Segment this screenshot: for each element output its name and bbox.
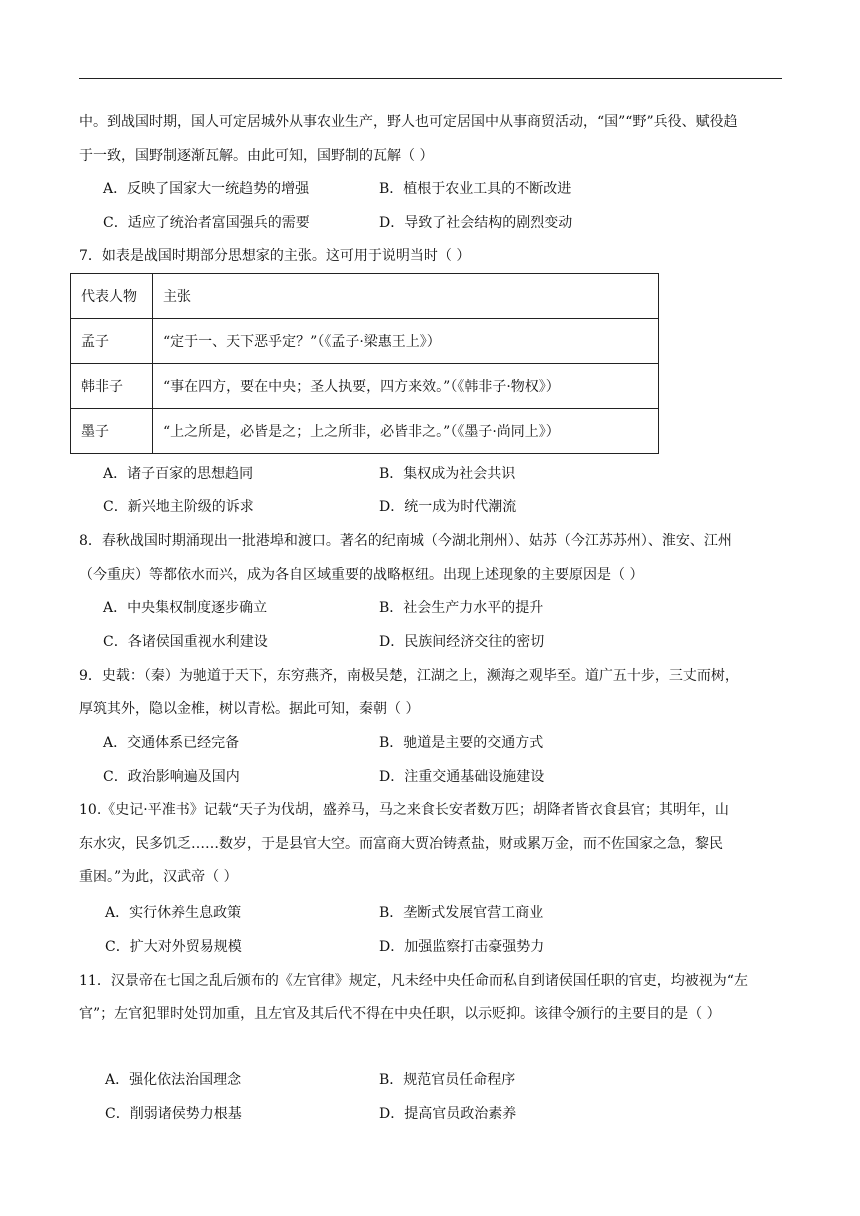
q10-option-b[interactable]: B．垄断式发展官营工商业 [379, 905, 544, 921]
q8-stem-line-2: （今重庆）等都依水而兴，成为各自区域重要的战略枢纽。出现上述现象的主要原因是（ ） [79, 567, 644, 583]
q6-option-c[interactable]: C．适应了统治者富国强兵的需要 [103, 215, 310, 231]
q10-option-d[interactable]: D．加强监察打击豪强势力 [379, 939, 545, 955]
q10-option-a[interactable]: A．实行休养生息政策 [105, 905, 242, 921]
q10-option-c[interactable]: C．扩大对外贸易规模 [105, 939, 242, 955]
q7-option-b[interactable]: B．集权成为社会共识 [379, 466, 516, 482]
table-cell: “上之所是，必皆是之；上之所非，必皆非之。”（《墨子·尚同上》） [153, 409, 659, 454]
table-cell: 孟子 [71, 319, 153, 364]
q9-option-c[interactable]: C．政治影响遍及国内 [103, 769, 240, 785]
q11-stem-line-2: 官”；左官犯罪时处罚加重，且左官及其后代不得在中央任职，以示贬抑。该律令颁行的主要目的是（ ） [79, 1006, 721, 1022]
q9-stem-line-1: 9．史载：（秦）为驰道于天下，东穷燕齐，南极吴楚，江湖之上，濒海之观毕至。道广五十步，三丈而树， [79, 668, 739, 684]
q11-option-d[interactable]: D．提高官员政治素养 [379, 1106, 517, 1122]
q8-option-b[interactable]: B．社会生产力水平的提升 [379, 600, 544, 616]
q8-stem-line-1: 8．春秋战国时期涌现出一批港埠和渡口。著名的纪南城（今湖北荆州）、姑苏（今江苏苏州）、淮安、江州 [79, 533, 732, 549]
q6-stem-line-2: 于一致，国野制逐渐瓦解。由此可知，国野制的瓦解（ ） [79, 148, 434, 164]
table-cell: “定于一、天下恶乎定？”（《孟子·梁惠王上》） [153, 319, 659, 364]
q11-option-b[interactable]: B．规范官员任命程序 [379, 1072, 516, 1088]
table-header-cell: 主张 [153, 274, 659, 319]
q9-option-a[interactable]: A．交通体系已经完备 [103, 735, 240, 751]
header-rule [79, 78, 782, 79]
table-row [71, 409, 659, 454]
table-cell: 韩非子 [71, 364, 153, 409]
table-header-cell: 代表人物 [71, 274, 153, 319]
q10-stem-line-1: 10.《史记·平准书》记载“天子为伐胡，盛养马，马之来食长安者数万匹；胡降者皆衣食县官；其明年，山 [79, 802, 729, 818]
q7-option-c[interactable]: C．新兴地主阶级的诉求 [103, 499, 254, 515]
q11-option-c[interactable]: C．削弱诸侯势力根基 [105, 1106, 242, 1122]
q9-stem-line-2: 厚筑其外，隐以金椎，树以青松。据此可知，秦朝（ ） [79, 701, 420, 717]
table-cell: “事在四方，要在中央；圣人执要，四方来效。”（《韩非子·物权》） [153, 364, 659, 409]
table-row [71, 319, 659, 364]
q8-option-a[interactable]: A．中央集权制度逐步确立 [103, 600, 268, 616]
q11-stem-line-1: 11．汉景帝在七国之乱后颁布的《左官律》规定，凡未经中央任命而私自到诸侯国任职的官吏，均被视为“左 [79, 973, 748, 989]
q11-option-a[interactable]: A．强化依法治国理念 [105, 1072, 242, 1088]
table-cell: 墨子 [71, 409, 153, 454]
table-row [71, 364, 659, 409]
q10-stem-line-3: 重困。”为此，汉武帝（ ） [79, 869, 238, 885]
q7-table [70, 273, 659, 454]
q8-option-d[interactable]: D．民族间经济交往的密切 [379, 634, 545, 650]
q9-option-d[interactable]: D．注重交通基础设施建设 [379, 769, 545, 785]
q6-option-a[interactable]: A．反映了国家大一统趋势的增强 [103, 181, 310, 197]
q7-option-d[interactable]: D．统一成为时代潮流 [379, 499, 517, 515]
q6-stem-line-1: 中。到战国时期，国人可定居城外从事农业生产，野人也可定居国中从事商贸活动，“国”“野”兵役、赋役趋 [79, 114, 738, 130]
q6-option-b[interactable]: B．植根于农业工具的不断改进 [379, 181, 572, 197]
table-header-row [71, 274, 659, 319]
q6-option-d[interactable]: D．导致了社会结构的剧烈变动 [379, 215, 573, 231]
q7-stem-line-1: 7．如表是战国时期部分思想家的主张。这可用于说明当时（ ） [79, 248, 471, 264]
q7-option-a[interactable]: A．诸子百家的思想趋同 [103, 466, 254, 482]
q9-option-b[interactable]: B．驰道是主要的交通方式 [379, 735, 544, 751]
q8-option-c[interactable]: C．各诸侯国重视水利建设 [103, 634, 268, 650]
q10-stem-line-2: 东水灾，民多饥乏……数岁，于是县官大空。而富商大贾冶铸煮盐，财或累万金，而不佐国家之急，黎民 [79, 836, 723, 852]
